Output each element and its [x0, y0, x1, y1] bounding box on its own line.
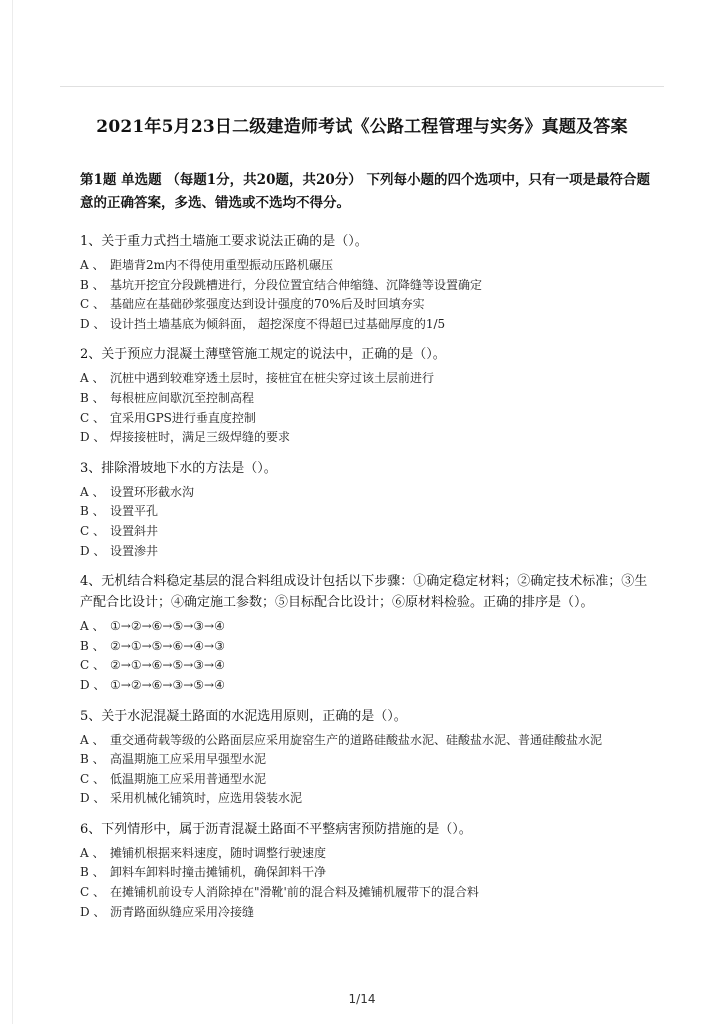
question-stem: 3、排除滑坡地下水的方法是（）。: [80, 460, 277, 476]
question-stem: 6、下列情形中，属于沥青混凝土路面不平整病害预防措施的是（）。: [80, 821, 472, 837]
option-d: D 、 沥青路面纵缝应采用冷接缝: [80, 904, 255, 919]
question-stem: 4、无机结合料稳定基层的混合料组成设计包括以下步骤：①确定稳定材料；②确定技术标准；③生产配合比设计；④确定施工参数；⑤目标配合比设计；⑥原材料检验。正确的排序是（）。: [80, 574, 648, 611]
option-c: C 、 低温期施工应采用普通型水泥: [80, 771, 267, 786]
option-d: D 、 焊接接桩时，满足三级焊缝的要求: [80, 430, 291, 445]
option-b: B 、 基坑开挖宜分段跳槽进行，分段位置宜结合伸缩缝、沉降缝等设置确定: [80, 277, 483, 292]
option-d: D 、 ①→②→⑥→③→⑤→④: [80, 677, 225, 692]
question-5: [80, 706, 652, 809]
question-1: [80, 231, 652, 334]
page-edge-line: [12, 0, 13, 1024]
question-6: [80, 819, 652, 922]
option-a: A 、 重交通荷载等级的公路面层应采用旋窑生产的道路硅酸盐水泥、硅酸盐水泥、普通硅酸盐水泥: [80, 732, 603, 747]
question-stem: 5、关于水泥混凝土路面的水泥选用原则，正确的是（）。: [80, 708, 407, 724]
page-number: 1/14: [348, 992, 376, 1006]
option-c: C 、 设置斜井: [80, 523, 159, 538]
document-title: 2021年5月23日二级建造师考试《公路工程管理与实务》真题及答案: [96, 117, 628, 137]
question-stem: 2、关于预应力混凝土薄壁管施工规定的说法中，正确的是（）。: [80, 347, 446, 363]
option-c: C 、 宜采用GPS进行垂直度控制: [80, 410, 256, 425]
option-a: A 、 设置环形截水沟: [80, 484, 195, 499]
option-a: A 、 摊铺机根据来料速度，随时调整行驶速度: [80, 845, 327, 860]
option-a: A 、 距墙背2m内不得使用重型振动压路机碾压: [80, 258, 334, 272]
question-4: [80, 571, 652, 695]
option-c: C 、 ②→①→⑥→⑤→③→④: [80, 658, 225, 673]
option-b: B 、 设置平孔: [80, 504, 159, 519]
option-a: A 、 ①→②→⑥→⑤→③→④: [80, 619, 225, 634]
option-b: B 、 ②→①→⑤→⑥→④→③: [80, 638, 225, 653]
option-b: B 、 卸料车卸料时撞击摊铺机，确保卸料干净: [80, 865, 327, 880]
question-stem: 1、关于重力式挡土墙施工要求说法正确的是（）。: [80, 234, 368, 249]
option-d: D 、 设置渗井: [80, 543, 159, 558]
question-list: [80, 231, 652, 932]
option-c: C 、 在摊铺机前设专人消除掉在"滑靴'前的混合料及摊铺机履带下的混合料: [80, 885, 479, 900]
option-c: C 、 基础应在基础砂浆强度达到设计强度的70%后及时回填夯实: [80, 297, 425, 312]
option-d: D 、 采用机械化铺筑时，应选用袋装水泥: [80, 791, 303, 806]
option-b: B 、 高温期施工应采用早强型水泥: [80, 752, 267, 767]
option-d: D 、 设计挡土墙基底为倾斜面， 超挖深度不得超已过基础厚度的1/5: [80, 316, 446, 331]
header-divider: [60, 86, 664, 87]
option-b: B 、 每根桩应间歇沉至控制高程: [80, 390, 255, 405]
option-a: A 、 沉桩中遇到较难穿透土层时，接桩宜在桩尖穿过该土层前进行: [80, 371, 435, 386]
question-3: [80, 458, 652, 561]
section-intro: 第1题 单选题 （每题1分，共20题，共20分） 下列每小题的四个选项中，只有一项是最符合题意的正确答案，多选、错选或不选均不得分。: [80, 172, 650, 211]
question-2: [80, 344, 652, 447]
